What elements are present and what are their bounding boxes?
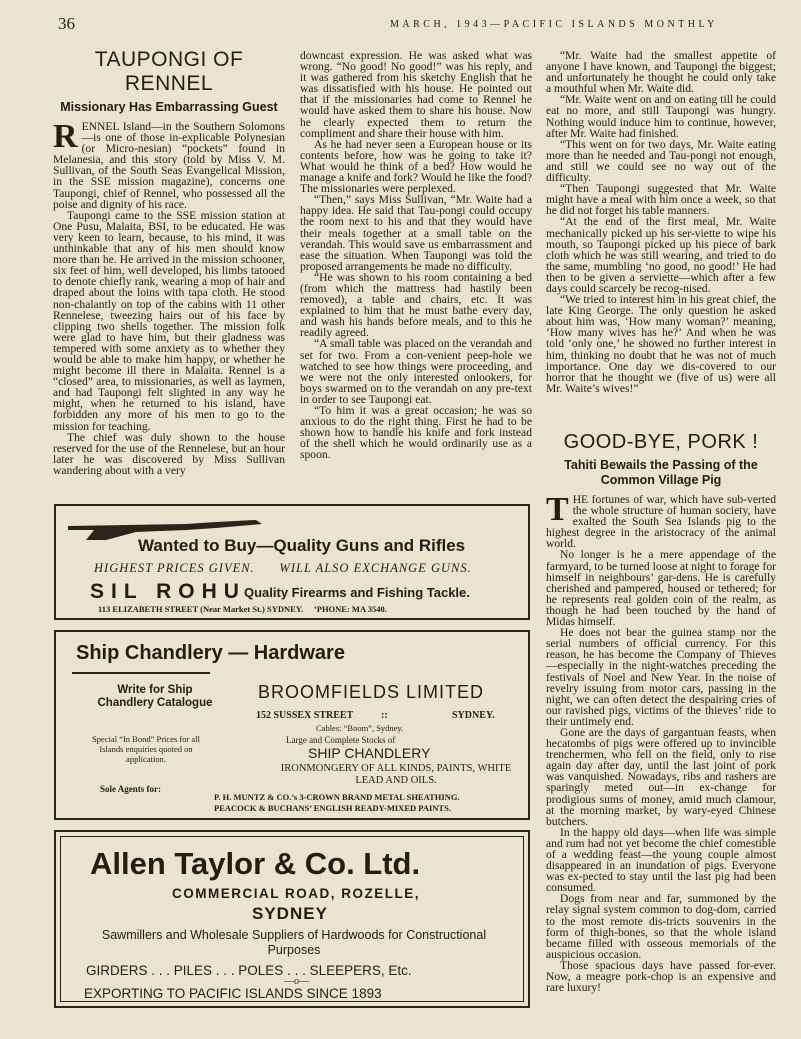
paragraph: downcast expression. He was asked what was wrong. “No good! No good!” was his reply, and it was gathered from his sketchy English that he was dissatisfied with his house. He pointed out that if the missionaries had come to Rennel he would have asked them to share his house. Now he clearly expected them to return the compliment and share their house with him. — [300, 49, 532, 140]
ad-allen-city: SYDNEY — [252, 904, 328, 923]
paragraph: He does not bear the guinea stamp nor the serial numbers of official currency. For this reason, he has become the Company of Thieves—especially in the night-watches preceding the festivals of Noel and New Year. In the noise of revelry issuing from motor cars, passing in the night, we can often detect the despairing cries of our ravished pigs, victims of the thieves’ ride to their untimely end. — [546, 626, 776, 728]
paragraph: Gone are the days of gargantuan feasts, when hecatombs of pigs were offered up to invincible trenchermen, who fell on the field, only to rise again day after day, until the last joint of pork was vanquished. Nowadays, ribs and rashers are sparingly meted out—in ex-change for prodigious sums of money, amid much clamour, at the morning market, by wary-eyed Chinese butchers. — [546, 725, 776, 828]
paragraph: In the happy old days—when life was simple and rum had not yet become the chief comestible of a wedding feast—the young couple almost disappeared in an inundation of pigs. Everyone was ex-pected to stay until the last pig had been consumed. — [546, 825, 776, 895]
ad-guns — [54, 504, 530, 620]
paragraph: “Then,” says Miss Sullivan, “Mr. Waite had a happy idea. He said that Tau-pongi could occupy the room next to his and that they would have their meals together at a small table on the verandah. This would save us embarrassment and ease the situation. When Taupongi was told the proposed arrangements he made no difficulty. — [300, 193, 532, 273]
article-column-2 — [300, 50, 532, 460]
paragraph: The chief was duly shown to the house reserved for the use of the Rennelese, but an hour later he was discovered by Miss Sullivan wandering about with a very — [53, 430, 285, 477]
ad-ship-peacock: PEACOCK & BUCHANS’ ENGLISH READY-MIXED PAINTS. — [214, 803, 451, 813]
article2-subtitle: Tahiti Bewails the Passing of the Common Village Pig — [564, 458, 758, 487]
paragraph: “At the end of the first meal, Mr. Waite mechanically picked up his ser-viette to wipe his mouth, so Taupongi picked up his piece of bark cloth which he was still wearing, and tried to do the same, mumbling ‘no good, no good!’ He had then to be given a serviette—which after a few days could scarcely be recog-nised. — [546, 215, 776, 295]
ad-ship-chandlery — [54, 630, 530, 820]
ad-guns-brand: SIL ROHU — [90, 580, 246, 603]
ad-ship-company: BROOMFIELDS LIMITED — [258, 682, 485, 702]
article-subtitle: Missionary Has Embarrassing Guest — [60, 100, 278, 114]
paragraph: Dogs from near and far, summoned by the relay signal system common to dog-dom, carried to the most remote dis-tricts souvenirs in the form of thigh-bones, so that the whole island became filled with osseous memorials of the auspicious occasion. — [546, 892, 776, 961]
ad-guns-headline: Wanted to Buy—Quality Guns and Rifles — [138, 536, 466, 555]
ad-allen-name: Allen Taylor & Co. Ltd. — [90, 846, 421, 881]
ad-ship-sep: :: — [381, 710, 388, 721]
ad-allen-taylor — [54, 830, 530, 1008]
drop-cap: T — [546, 491, 569, 528]
ad-allen-export: EXPORTING TO PACIFIC ISLANDS SINCE 1893 — [84, 986, 382, 1001]
ad-ship-headline: Ship Chandlery — Hardware — [76, 642, 345, 664]
paragraph: As he had never seen a European house or its contents before, how was he going to take it? What would he think of a bed? How would he manage a knife and fork? Would he like the food? The missionaries were perplexed. — [300, 137, 532, 196]
ad-guns-address: 113 ELIZABETH STREET (Near Market St.) SYDNEY. ’PHONE: MA 3540. — [98, 604, 387, 614]
paragraph: Those spacious days have passed for-ever. Now, a meagre pork-chop is an expensive and rare luxury! — [546, 958, 776, 995]
paragraph: No longer is he a mere appendage of the farmyard, to be turned loose at night to forage for himself in neighbours’ gar-dens. He is carefully cherished and pampered, housed or tethered; for he represents real golden coin of the realm, as though he had been touched by the hand of Midas himself. — [546, 548, 776, 629]
ad-ship-cables: Cables: “Boom”, Sydney. — [316, 723, 404, 733]
ad-ship-write-for: Write for Ship Chandlery Catalogue — [97, 684, 213, 709]
ad-allen-divider: —o— — [284, 976, 309, 987]
ad-guns-line2: HIGHEST PRICES GIVEN. WILL ALSO EXCHANGE GUNS. — [94, 561, 472, 575]
ad-ship-iron: IRONMONGERY OF ALL KINDS, PAINTS, WHITE LEAD AND OILS. — [280, 763, 512, 786]
ad-allen-desc: Sawmillers and Wholesale Suppliers of Hardwoods for Constructional Purposes — [101, 928, 487, 957]
ad-ship-chandlery-line: SHIP CHANDLERY — [308, 745, 431, 761]
ad-ship-street: 152 SUSSEX STREET — [256, 710, 354, 721]
paragraph: “A small table was placed on the verandah and set for two. From a con-venient peep-hole we watched to see how things were proceeding, and we were not the only interested onlookers, for boys swarmed on to the verandah on any pre-text in order to see Taupongi eat. — [300, 337, 532, 406]
drop-cap: R — [53, 118, 78, 155]
article-title: TAUPONGI OF RENNEL — [94, 48, 244, 95]
article2-column — [546, 428, 776, 993]
ad-ship-muntz: P. H. MUNTZ & CO.’s 3-CROWN BRAND METAL SHEATHING. — [214, 792, 460, 802]
paragraph: Taupongi came to the SSE mission station at One Pusu, Malaita, BSI, to be educated. He was very keen to learn, because, to his mind, it was unthinkable that any of his men should know more than he. He arrived in the mission schooner, six feet of him, well developed, his limbs tatooed to denote chiefly rank, wearing a mop of hair and draped about the loins with tapa cloth. He stood non-chalantly on top of the cabins with 11 other Rennelese, tweezing hairs out of his face by clipping two shells together. The mission folk were glad to have him, but their gladness was tempered with some anxiety as to whether they would be able to make him happy, or whether he might become ill there in Malaita. Rennel is a “closed” area, to missionaries, as well as laymen, and had Taupongi felt slighted in any way he might, when he returned to his island, have forbidden any more of his men to go to the mission for teaching. — [53, 208, 285, 433]
ad-ship-stocks: Large and Complete Stocks of — [286, 735, 396, 745]
page-number: 36 — [58, 14, 75, 33]
paragraph: “This went on for two days, Mr. Waite eating more than he needed and Tau-pongi not enough, and still we could see no way out of the difficulty. — [546, 137, 776, 185]
ad-allen-items: GIRDERS . . . PILES . . . POLES . . . SLEEPERS, Etc. — [86, 963, 412, 978]
ad-ship-agents: Sole Agents for: — [100, 784, 161, 794]
paragraph: “Then Taupongi suggested that Mr. Waite might have a meal with him once a week, so that he did not forget his table manners. — [546, 182, 776, 218]
paragraph: “Mr. Waite had the smallest appetite of anyone I have known, and Taupongi the biggest; and unfortunately he thought he could only take a mouthful when Mr. Waite did. — [546, 49, 776, 96]
paragraph: THE fortunes of war, which have sub-verted the whole structure of human society, have exalted the South Sea Islands pig to the highest degree in the aristocracy of the animal world. — [546, 491, 776, 551]
ad-allen-road: COMMERCIAL ROAD, ROZELLE, — [172, 886, 420, 901]
article-column-1 — [53, 44, 285, 476]
paragraph: RENNEL Island—in the Southern Solomons—is one of those in-explicable Polynesian (or Micro-nesian) “pockets” found in Melanesia, and this story (told by Miss V. M. Sullivan, of the South Seas Evangelical Mission, in the SSE mission magazine), concerns one Taupongi, chief of Rennel, who possessed all the poise and dignity of his race. — [53, 118, 285, 211]
running-title: MARCH, 1943—PACIFIC ISLANDS MONTHLY — [390, 19, 718, 30]
article-column-3 — [546, 50, 776, 394]
paragraph: “To him it was a great occasion; he was so anxious to do the right thing. First he had to be shown how to handle his knife and fork instead of the shell which he would ordinarily use as a spoon. — [300, 404, 532, 462]
ad-ship-city: SYDNEY. — [452, 710, 495, 721]
paragraph: “He was shown to his room containing a bed (from which the mattress had hastily been removed), a table and chairs, etc. It was explained to him that he must bathe every day, and wash his hands before meals, and to this he readily agreed. — [300, 270, 532, 340]
ad-ship-bond: Special “In Bond” Prices for all Islands enquiries quoted on application. — [92, 734, 200, 764]
article2-title: GOOD-BYE, PORK ! — [563, 431, 759, 453]
paragraph: “Mr. Waite went on and on eating till he could eat no more, and still Taupongi was hungry. Nothing would induce him to continue, however, after Mr. Waite had finished. — [546, 93, 776, 140]
paragraph: “We tried to interest him in his great chief, the late King George. The only question he asked about him was, ‘How many woman?’ meaning, ‘How many wives has he?’ And when he was told ‘only one,’ he showed no further interest in him, thinking no doubt that he was not of much importance. One day we dis-covered to our horror that he thought we (five of us) were all Mr. Waite’s wives!” — [546, 293, 776, 395]
ad-guns-brand-tag: Quality Firearms and Fishing Tackle. — [244, 585, 470, 600]
